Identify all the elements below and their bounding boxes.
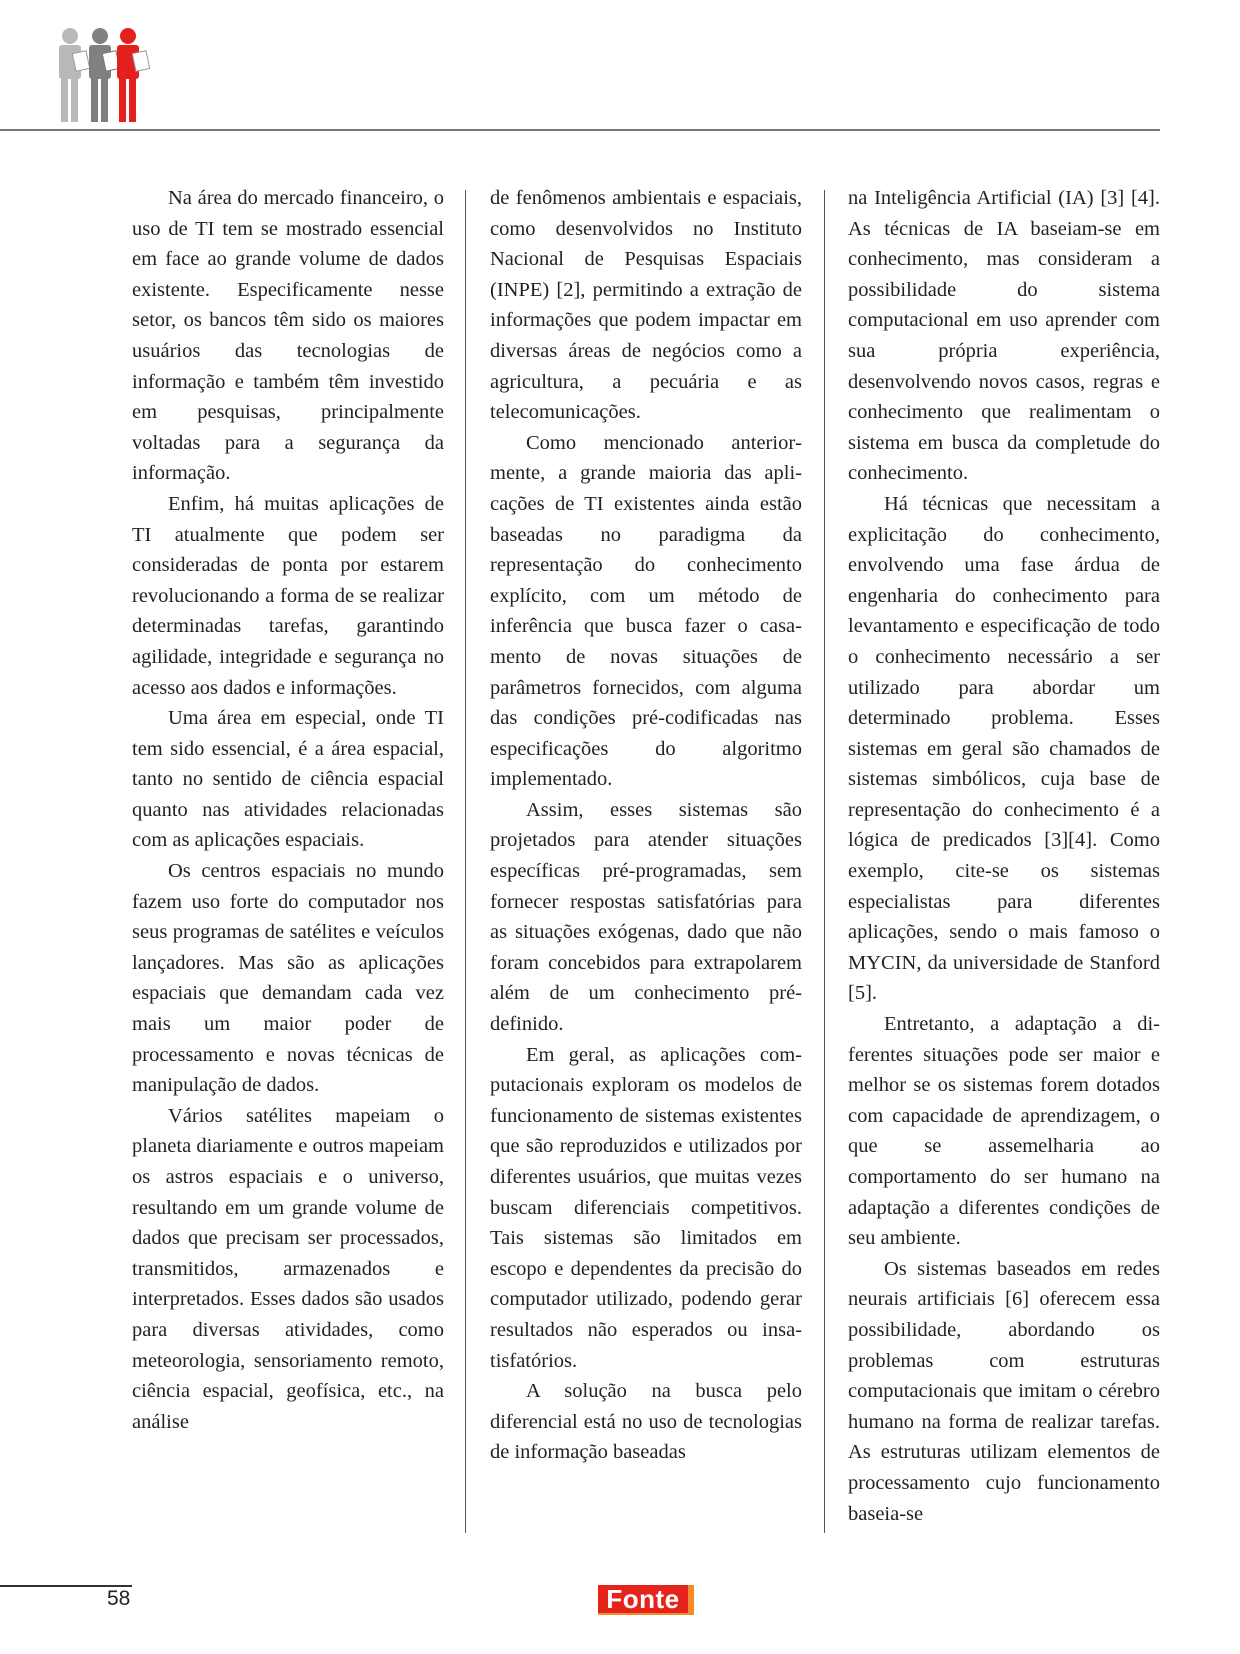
figure-dark-gray <box>89 28 111 122</box>
paragraph: Os centros espaciais no mundo fazem uso forte do computador nos seus programas de satélites e veículos lançadores. Mas são as aplicações espaciais que demandam cada vez mais um maior poder de processamento e novas técnicas de manipulação de dados. <box>132 860 444 1097</box>
figure-light-gray <box>59 28 81 122</box>
paragraph: Vários satélites mapeiam o planeta diariamente e outros mapeiam os astros espaciais e o universo, resultando em um grande volume de dados que precisam ser processados, transmitidos, armazenados e interpretados. Esses dados são usados para diversas atividades, como meteorologia, sensoriamento remoto, ciência espacial, geofísica, etc., na análise <box>132 1104 444 1433</box>
paragraph: Entretanto, a adaptação a diferentes situações pode ser maior e melhor se os sistemas forem dotados com capacidade de aprendizagem, o que se assemelharia ao comportamento do ser humano na adaptação a diferentes condições de seu ambiente. <box>848 1013 1160 1250</box>
text-column-1 <box>132 183 444 1535</box>
paragraph: A solução na busca pelo diferencial está no uso de tecnologias de informação baseadas <box>490 1380 802 1464</box>
brand-logo: Fonte <box>598 1585 694 1615</box>
paragraph: Como mencionado anteriormente, a grande maioria das aplicações de TI existentes ainda estão baseadas no paradigma da representação do conhecimento explícito, com um método de inferência que busca fazer o casamento de novas situações de parâmetros fornecidos, com alguma das condições pré-codificadas nas especificações do algoritmo implementado. <box>490 431 802 791</box>
page-number: 58 <box>107 1587 131 1610</box>
paragraph: na Inteligência Artificial (IA) [3] [4]. As técnicas de IA baseiam-se em conhecimento, mas consideram a possibilidade do sistema computacional em uso aprender com sua própria experiência, desenvolvendo novos casos, regras e conhecimento que realimentam o sistema em busca da completude do conhecimento. <box>848 187 1160 485</box>
text-column-2 <box>490 183 802 1535</box>
paragraph: Uma área em especial, onde TI tem sido essencial, é a área espacial, tanto no sentido de ciência espacial quanto nas atividades relacionadas com as aplicações espaciais. <box>132 707 444 852</box>
paragraph: Há técnicas que necessitam a explicitação do conhecimento, envolvendo uma fase árdua de engenharia do conhecimento para levantamento e especificação de todo o conhecimento necessário a ser utilizado para abordar um determinado problema. Esses sistemas em geral são chamados de sistemas simbólicos, cuja base de representação do conhecimento é a lógica de predicados [3][4]. Como exemplo, cite-se os sistemas especialistas para diferentes aplicações, sendo o mais famoso o MYCIN, da universidade de Stanford [5]. <box>848 492 1160 1005</box>
column-divider <box>465 190 466 1533</box>
paragraph: Em geral, as aplicações computacionais exploram os modelos de funcionamento de sistemas existentes que são reproduzidos e utilizados por diferentes usuários, que muitas vezes buscam diferenciais competitivos. Tais sistemas são limitados em escopo e dependentes da precisão do computador utilizado, podendo gerar resultados não esperados ou insatisfatórios. <box>490 1043 802 1372</box>
text-column-3 <box>848 183 1160 1535</box>
paragraph: Assim, esses sistemas são projetados para atender situações específicas pré-programadas, sem fornecer respostas satisfatórias para as situações exógenas, dado que não foram concebidos para extrapolarem além de um conhecimento pré-definido. <box>490 798 802 1036</box>
header-divider <box>0 129 1160 131</box>
column-divider <box>824 190 825 1533</box>
people-figures-icon <box>56 26 164 130</box>
paragraph: de fenômenos ambientais e espaciais, como desenvolvidos no Instituto Nacional de Pesquisas Espaciais (INPE) [2], permitindo a extração de informações que podem impactar em diversas áreas de negócios como a agricultura, a pecuária e as telecomunicações. <box>490 187 802 424</box>
paragraph: Enfim, há muitas aplicações de TI atualmente que podem ser consideradas de ponta por estarem revolucionando a forma de se realizar determinadas tarefas, garantindo agilidade, integridade e segurança no acesso aos dados e informações. <box>132 492 444 699</box>
figure-red <box>117 28 139 122</box>
paragraph: Na área do mercado financeiro, o uso de TI tem se mostrado essencial em face ao grande volume de dados existente. Especificamente nesse setor, os bancos têm sido os maiores usuários das tecnologias de informação e também têm investido em pesquisas, principalmente voltadas para a segurança da informação. <box>132 187 444 485</box>
paragraph: Os sistemas baseados em redes neurais artificiais [6] oferecem essa possibilidade, abordando os problemas com estruturas computacionais que imitam o cérebro humano na forma de realizar tarefas. As estruturas utilizam elementos de processamento cujo funcionamento baseia-se <box>848 1257 1160 1525</box>
